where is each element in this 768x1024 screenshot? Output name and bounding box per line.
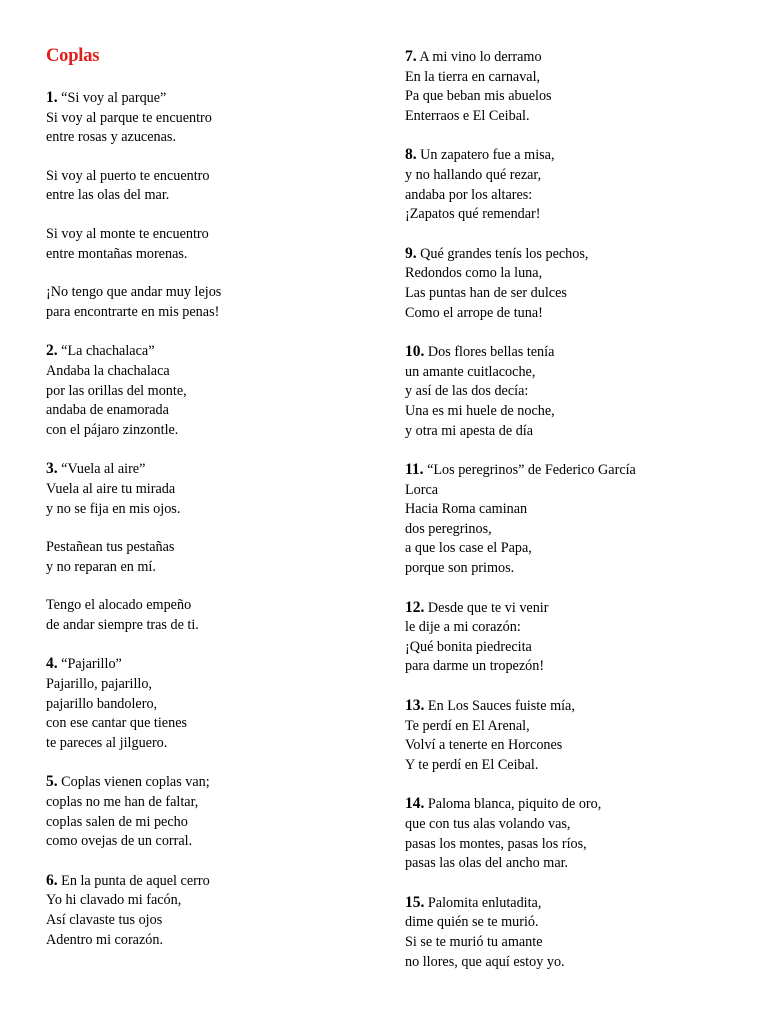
stanza xyxy=(46,167,366,206)
verse-line xyxy=(46,459,366,480)
verse-text: y no hallando qué rezar, xyxy=(405,166,542,183)
verse-text: En Los Sauces fuiste mía, xyxy=(427,698,575,715)
verse-text: para encontrarte en mis penas! xyxy=(46,303,220,320)
verse-line xyxy=(46,832,366,852)
verse-text: Te perdí en El Arenal, xyxy=(405,717,530,734)
stanza xyxy=(46,459,366,519)
verse-text: coplas no me han de faltar, xyxy=(46,794,199,811)
verse-line xyxy=(46,596,366,616)
verse-text: Las puntas han de ser dulces xyxy=(405,284,567,301)
verse-text: Lorca xyxy=(405,481,439,498)
verse-text: Vuela al aire tu mirada xyxy=(46,480,176,497)
verse-text: con el pájaro zinzontle. xyxy=(46,421,179,438)
verse-text: como ovejas de un corral. xyxy=(46,833,193,850)
verse-text: Como el arrope de tuna! xyxy=(405,304,543,321)
verse-text: ¡Qué bonita piedrecita xyxy=(405,638,532,655)
verse-text: Tengo el alocado empeño xyxy=(46,597,192,614)
stanza-number: 10. xyxy=(405,343,425,361)
verse-line xyxy=(405,342,745,363)
stanza-number: 6. xyxy=(46,871,58,889)
stanza xyxy=(405,696,745,775)
verse-text: y no reparan en mí. xyxy=(46,558,156,575)
verse-text: entre rosas y azucenas. xyxy=(46,129,176,146)
verse-line xyxy=(405,68,745,88)
verse-line xyxy=(405,815,745,835)
verse-line xyxy=(405,363,745,383)
verse-line xyxy=(405,186,745,206)
verse-line xyxy=(405,598,745,619)
verse-line xyxy=(46,500,366,520)
verse-line xyxy=(46,558,366,578)
verse-line xyxy=(405,205,745,225)
stanza-number: 13. xyxy=(405,697,425,715)
stanza xyxy=(405,598,745,677)
verse-line xyxy=(405,284,745,304)
stanza xyxy=(405,460,745,579)
verse-line xyxy=(405,736,745,756)
verse-line xyxy=(405,854,745,874)
verse-text: “Pajarillo” xyxy=(61,656,122,673)
verse-text: un amante cuitlacoche, xyxy=(405,363,536,380)
verse-line xyxy=(405,402,745,422)
verse-line xyxy=(405,696,745,717)
stanza xyxy=(46,538,366,577)
verse-text: Hacia Roma caminan xyxy=(405,501,528,518)
verse-text: Coplas vienen coplas van; xyxy=(61,774,210,791)
verse-line xyxy=(46,362,366,382)
verse-text: En la punta de aquel cerro xyxy=(61,872,210,889)
verse-text: Si voy al puerto te encuentro xyxy=(46,167,210,184)
verse-text: dime quién se te murió. xyxy=(405,914,539,931)
verse-text: “La chachalaca” xyxy=(61,343,155,360)
verse-line xyxy=(405,244,745,265)
verse-text: A mi vino lo derramo xyxy=(419,49,542,65)
verse-text: “Si voy al parque” xyxy=(61,90,167,106)
stanza xyxy=(405,893,745,972)
verse-text: por las orillas del monte, xyxy=(46,382,187,399)
verse-text: Redondos como la luna, xyxy=(405,265,543,282)
verse-line xyxy=(46,421,366,441)
verse-text: andaba por los altares: xyxy=(405,186,533,203)
verse-line xyxy=(405,717,745,737)
stanza xyxy=(405,145,745,224)
verse-text: con ese cantar que tienes xyxy=(46,715,188,732)
stanza xyxy=(46,654,366,753)
verse-line xyxy=(405,893,745,914)
verse-line xyxy=(46,186,366,206)
stanza xyxy=(46,88,366,148)
verse-text: Qué grandes tenís los pechos, xyxy=(420,245,589,262)
verse-line xyxy=(46,382,366,402)
verse-line xyxy=(46,538,366,558)
verse-text: ¡Zapatos qué remendar! xyxy=(405,206,541,223)
verse-text: Si voy al monte te encuentro xyxy=(46,225,209,242)
verse-line xyxy=(46,616,366,636)
stanza-number: 3. xyxy=(46,460,58,478)
verse-line xyxy=(405,794,745,815)
verse-text: Pajarillo, pajarillo, xyxy=(46,676,152,693)
verse-line xyxy=(46,245,366,265)
verse-line xyxy=(405,539,745,559)
stanza-number: 1. xyxy=(46,89,58,106)
verse-line xyxy=(46,109,366,129)
verse-text: a que los case el Papa, xyxy=(405,540,532,557)
verse-text: ¡No tengo que andar muy lejos xyxy=(46,284,222,301)
verse-line xyxy=(46,225,366,245)
verse-line xyxy=(405,166,745,186)
verse-text: porque son primos. xyxy=(405,560,515,577)
verse-text: Desde que te vi venir xyxy=(427,599,549,616)
verse-line xyxy=(405,559,745,579)
verse-line xyxy=(46,167,366,187)
stanza-number: 5. xyxy=(46,773,58,791)
verse-line xyxy=(46,695,366,715)
verse-line xyxy=(46,283,366,303)
verse-line xyxy=(405,756,745,776)
verse-text: andaba de enamorada xyxy=(46,402,169,419)
stanza xyxy=(46,871,366,950)
verse-line xyxy=(46,303,366,323)
verse-text: Volví a tenerte en Horcones xyxy=(405,737,563,754)
stanza-number: 9. xyxy=(405,244,417,262)
verse-line xyxy=(405,422,745,442)
verse-text: Así clavaste tus ojos xyxy=(46,912,163,928)
verse-text: Dos flores bellas tenía xyxy=(427,344,555,361)
verse-text: Andaba la chachalaca xyxy=(46,362,170,379)
verse-text: coplas salen de mi pecho xyxy=(46,813,188,830)
stanza-number: 8. xyxy=(405,146,417,164)
verse-text: no llores, que aquí estoy yo. xyxy=(405,953,565,970)
verse-line xyxy=(46,813,366,833)
stanza-number: 2. xyxy=(46,342,58,360)
verse-text: y así de las dos decía: xyxy=(405,383,529,400)
verse-line xyxy=(405,382,745,402)
verse-line xyxy=(46,911,366,931)
verse-line xyxy=(405,304,745,324)
verse-text: pasas los montes, pasas los ríos, xyxy=(405,835,587,852)
verse-text: Si voy al parque te encuentro xyxy=(46,109,212,126)
left-column xyxy=(46,88,366,969)
verse-line xyxy=(405,835,745,855)
verse-line xyxy=(46,714,366,734)
stanza-number: 4. xyxy=(46,655,58,673)
verse-text: le dije a mi corazón: xyxy=(405,619,521,636)
stanza xyxy=(405,342,745,441)
stanza-number: 7. xyxy=(405,48,417,65)
verse-text: pasas las olas del ancho mar. xyxy=(405,855,569,872)
verse-line xyxy=(46,675,366,695)
verse-line xyxy=(46,891,366,911)
verse-line xyxy=(405,913,745,933)
verse-text: Un zapatero fue a misa, xyxy=(420,147,555,164)
verse-line xyxy=(405,953,745,973)
verse-text: que con tus alas volando vas, xyxy=(405,816,571,832)
verse-text: entre montañas morenas. xyxy=(46,245,188,262)
verse-line xyxy=(405,145,745,166)
verse-text: Pa que beban mis abuelos xyxy=(405,88,552,105)
verse-line xyxy=(405,87,745,107)
stanza xyxy=(405,244,745,323)
verse-text: Yo hi clavado mi facón, xyxy=(46,892,182,909)
verse-line xyxy=(405,107,745,127)
verse-text: Palomita enlutadita, xyxy=(427,894,542,911)
verse-line xyxy=(46,341,366,362)
verse-text: Paloma blanca, piquito de oro, xyxy=(427,796,602,813)
verse-text: de andar siempre tras de ti. xyxy=(46,616,199,633)
stanza-number: 12. xyxy=(405,598,425,616)
verse-text: para darme un tropezón! xyxy=(405,658,545,675)
stanza xyxy=(46,772,366,851)
stanza xyxy=(46,596,366,635)
verse-text: y no se fija en mis ojos. xyxy=(46,500,181,517)
verse-line xyxy=(405,481,745,501)
verse-text: pajarillo bandolero, xyxy=(46,695,158,712)
verse-text: Pestañean tus pestañas xyxy=(46,539,175,556)
verse-line xyxy=(46,734,366,754)
verse-line xyxy=(46,401,366,421)
verse-line xyxy=(46,480,366,500)
verse-line xyxy=(46,793,366,813)
verse-text: te pareces al jilguero. xyxy=(46,734,168,751)
verse-line xyxy=(46,772,366,793)
verse-line xyxy=(405,657,745,677)
right-column xyxy=(405,47,745,991)
verse-line xyxy=(405,500,745,520)
verse-text: dos peregrinos, xyxy=(405,520,492,537)
stanza xyxy=(46,225,366,264)
verse-text: En la tierra en carnaval, xyxy=(405,68,541,85)
stanza xyxy=(405,794,745,873)
verse-text: Si se te murió tu amante xyxy=(405,933,543,950)
verse-text: “Vuela al aire” xyxy=(61,461,146,478)
stanza-number: 14. xyxy=(405,795,425,813)
verse-text: Una es mi huele de noche, xyxy=(405,402,555,419)
verse-text: Enterraos e El Ceibal. xyxy=(405,107,530,124)
page-title: Coplas xyxy=(46,46,100,66)
verse-line xyxy=(46,88,366,109)
verse-text: Adentro mi corazón. xyxy=(46,931,164,948)
verse-text: Y te perdí en El Ceibal. xyxy=(405,756,539,773)
verse-line xyxy=(405,933,745,953)
verse-text: “Los peregrinos” de Federico García xyxy=(427,462,636,479)
stanza xyxy=(46,341,366,440)
verse-line xyxy=(405,618,745,638)
verse-line xyxy=(46,931,366,951)
verse-line xyxy=(405,47,745,68)
verse-line xyxy=(46,871,366,892)
stanza xyxy=(405,47,745,126)
verse-text: y otra mi apesta de día xyxy=(405,422,534,439)
stanza-number: 15. xyxy=(405,893,425,911)
verse-line xyxy=(405,520,745,540)
stanza-number: 11. xyxy=(405,461,424,479)
verse-text: entre las olas del mar. xyxy=(46,187,170,204)
verse-line xyxy=(46,654,366,675)
verse-line xyxy=(46,128,366,148)
verse-line xyxy=(405,460,745,481)
verse-line xyxy=(405,264,745,284)
verse-line xyxy=(405,638,745,658)
stanza xyxy=(46,283,366,322)
